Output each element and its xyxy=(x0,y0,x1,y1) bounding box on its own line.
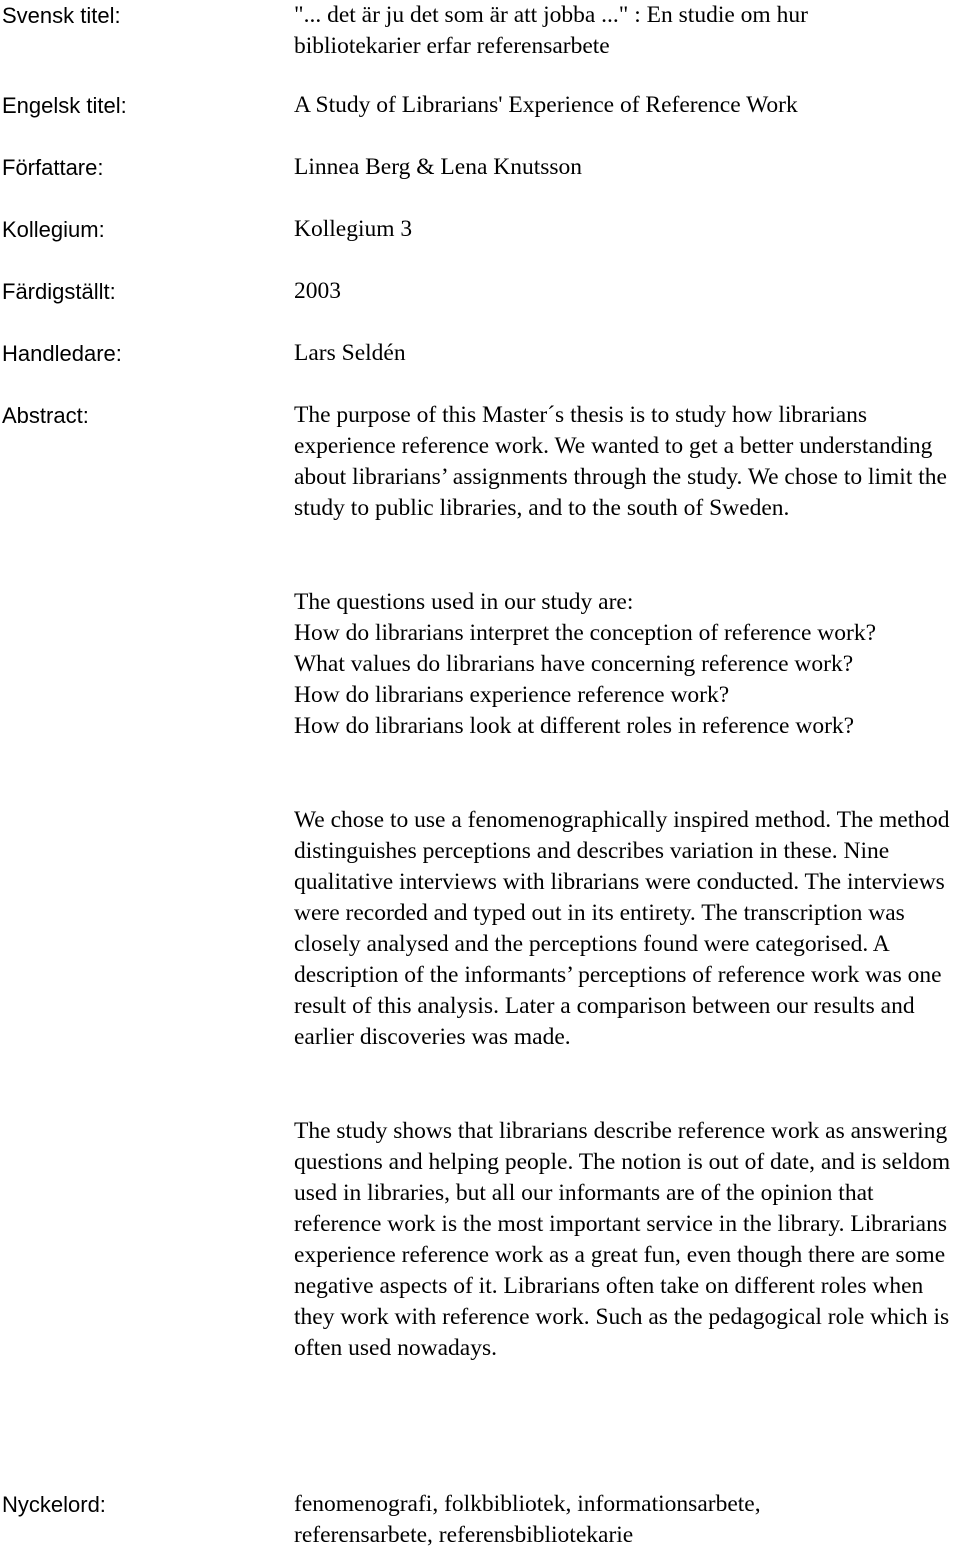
abstract-results-text: The study shows that librarians describe reference work as answering questions and helping people. The notion is out of date, and is seldom used in libraries, but all our informants are of the opinion that reference work is the most important service in the library. Librarians experience reference work as a great fun, even though there are some negative aspects of it. Librarians often take on different roles when they work with reference work. Such as the pedagogical role which is often used nowadays. xyxy=(294,1118,951,1361)
supervisor: Lars Seldén xyxy=(294,340,406,366)
questions-intro: The questions used in our study are: xyxy=(294,589,634,615)
question-item: How do librarians interpret the conception of reference work? xyxy=(294,620,877,646)
english-title: A Study of Librarians' Experience of Reference Work xyxy=(294,92,798,118)
question-item: How do librarians experience reference work? xyxy=(294,682,730,708)
completed-label: Färdigställt: xyxy=(2,279,116,304)
kollegium-label: Kollegium: xyxy=(2,217,105,242)
keywords-label: Nyckelord: xyxy=(2,1492,106,1517)
question-item: How do librarians look at different roles in reference work? xyxy=(294,713,855,739)
english-title-label: Engelsk titel: xyxy=(2,93,127,118)
kollegium: Kollegium 3 xyxy=(294,216,413,242)
abstract-label: Abstract: xyxy=(2,403,89,428)
swedish-title: "... det är ju det som är att jobba ..." : En studie om hur bibliotekarier erfar referensarbete xyxy=(294,2,808,59)
abstract-purpose-text: The purpose of this Master´s thesis is to study how librarians experience reference work. We wanted to get a better understanding about librarians’ assignments through the study. We chose to limit the study to public libraries, and to the south of Sweden. xyxy=(294,402,947,521)
abstract-paragraph-3 xyxy=(294,805,960,1053)
abstract-paragraph-4 xyxy=(294,1116,960,1364)
keywords: fenomenografi, folkbibliotek, informationsarbete, referensarbete, referensbibliotekarie xyxy=(294,1491,761,1548)
authors-label: Författare: xyxy=(2,155,104,180)
abstract-questions xyxy=(294,587,960,742)
authors: Linnea Berg & Lena Knutsson xyxy=(294,154,583,180)
completed-year: 2003 xyxy=(294,278,341,304)
abstract-method-text: We chose to use a fenomenographically inspired method. The method distinguishes perceptions and describes variation in these. Nine qualitative interviews with librarians were conducted. The interviews were recorded and typed out in its entirety. The transcription was closely analysed and the perceptions found were categorised. A description of the informants’ perceptions of reference work was one result of this analysis. Later a comparison between our results and earlier discoveries was made. xyxy=(294,807,950,1050)
swedish-title-label: Svensk titel: xyxy=(2,3,121,28)
supervisor-label: Handledare: xyxy=(2,341,122,366)
question-item: What values do librarians have concerning reference work? xyxy=(294,651,854,677)
abstract-paragraph-1 xyxy=(294,400,960,524)
